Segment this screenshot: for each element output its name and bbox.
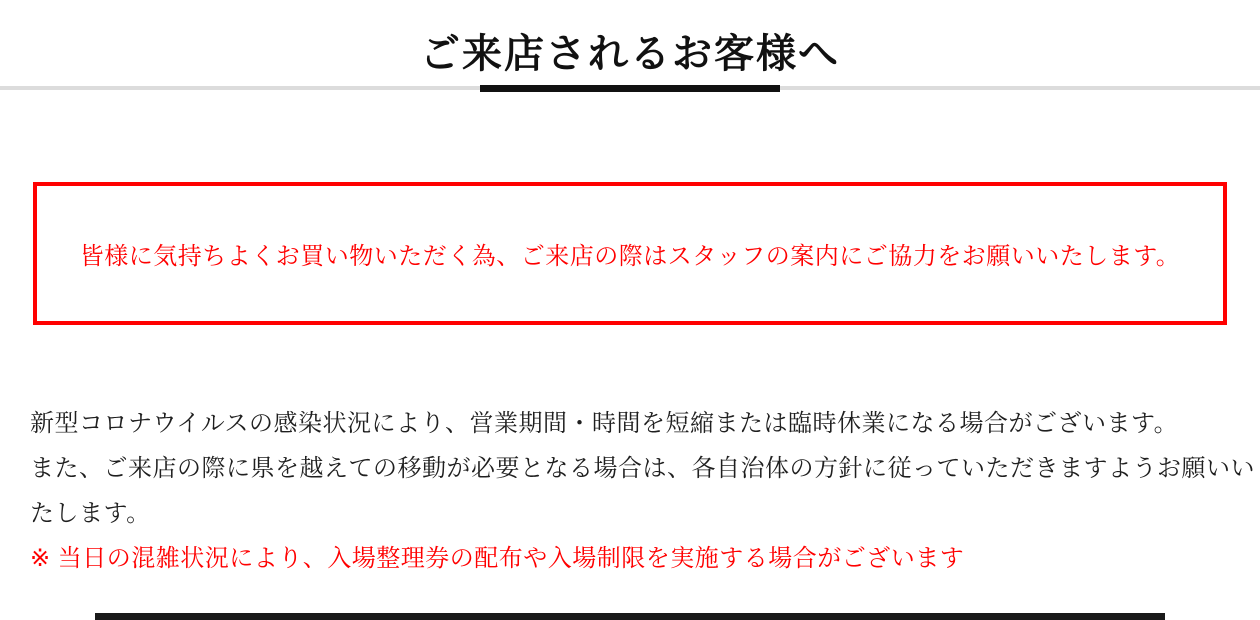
notice-line-1: 新型コロナウイルスの感染状況により、営業期間・時間を短縮または臨時休業になる場合がございます。 xyxy=(30,410,1179,437)
alert-message: 皆様に気持ちよくお買い物いただく為、ご来店の際はスタッフの案内にご協力をお願いいたします。 xyxy=(79,243,1181,270)
notice-line-2: また、ご来店の際に県を越えての移動が必要となる場合は、各自治体の方針に従っていただきますようお願いい xyxy=(30,455,1255,482)
page-header xyxy=(0,0,1260,92)
page-title: ご来店されるお客様へ xyxy=(420,32,840,76)
notice-line-3: たします。 xyxy=(30,500,151,527)
notice-warning-line: ※ 当日の混雑状況により、入場整理券の配布や入場制限を実施する場合がございます xyxy=(30,545,965,572)
red-alert-box xyxy=(33,182,1227,325)
footer-bar xyxy=(95,613,1165,620)
notice-section xyxy=(30,401,1255,581)
title-underline-bar xyxy=(480,85,780,92)
